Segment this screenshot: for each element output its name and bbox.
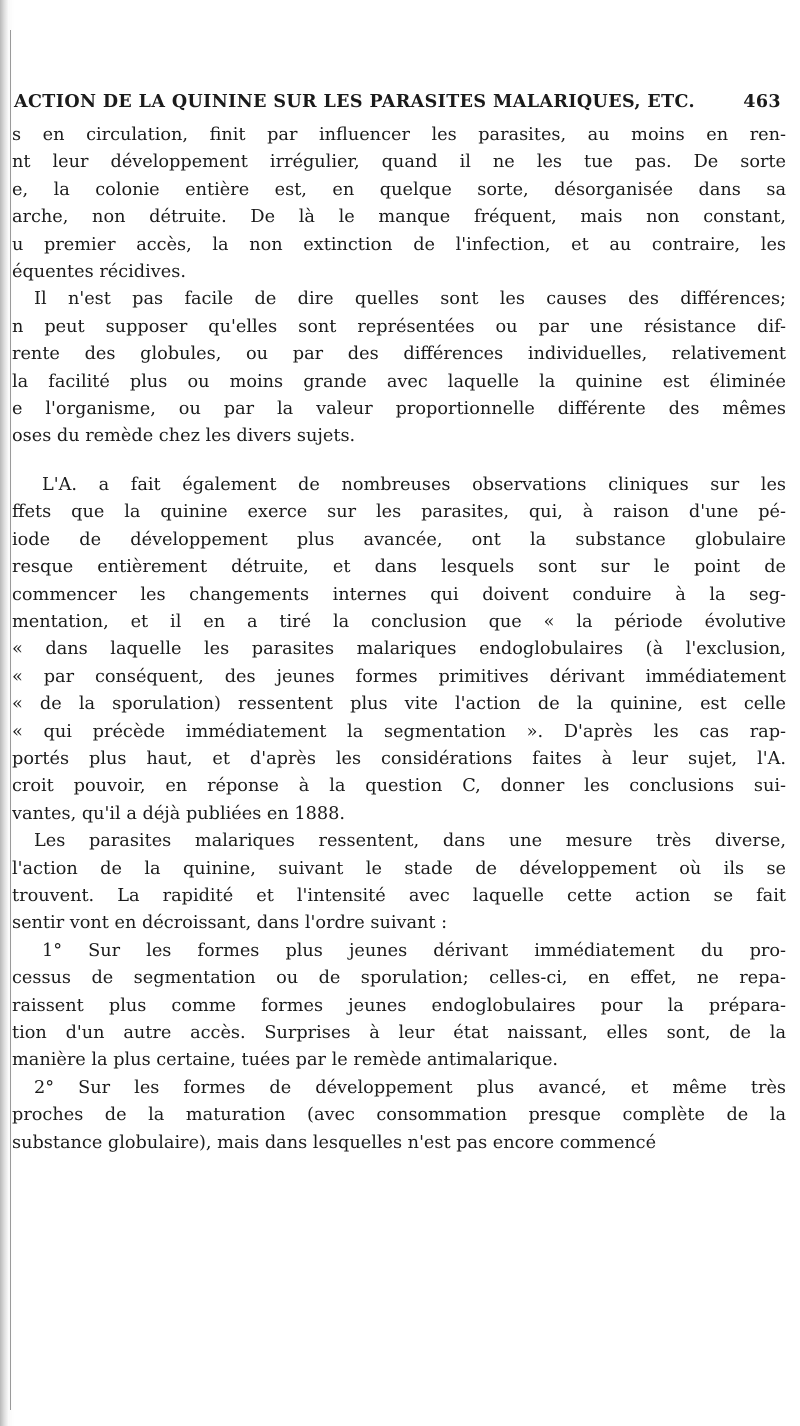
text-line: Les parasites malariques ressentent, dans une mesure très diverse, [34,831,786,852]
paragraph-6 [12,1075,786,1157]
running-header [14,92,784,112]
text-line: Il n'est pas facile de dire quelles sont les causes des différences; [34,289,786,310]
text-line: mentation, et il en a tiré la conclusion que « la période évolutive [12,611,786,632]
text-line: ffets que la quinine exerce sur les parasites, qui, à raison d'une pé- [12,502,786,523]
paragraph-2 [12,286,786,450]
text-line: s en circulation, finit par influencer les parasites, au moins en ren- [12,125,786,145]
body-text [12,122,786,1157]
paragraph-5 [12,938,786,1075]
text-line: substance globulaire), mais dans lesquelles n'est pas encore commencé [12,1132,657,1153]
text-line: portés plus haut, et d'après les considérations faites à leur sujet, l'A. [12,748,786,769]
text-line: trouvent. La rapidité et l'intensité avec laquelle cette action se fait [12,885,786,906]
page-number: 463 [743,92,781,112]
text-line: e l'organisme, ou par la valeur proportionnelle différente des mêmes [12,399,786,420]
text-line: L'A. a fait également de nombreuses observations cliniques sur les [42,474,786,495]
text-line: arche, non détruite. De là le manque fréquent, mais non constant, [12,207,786,228]
text-line: l'action de la quinine, suivant le stade de développement où ils se [12,858,786,879]
text-line: vantes, qu'il a déjà publiées en 1888. [12,803,346,824]
text-line: u premier accès, la non extinction de l'infection, et au contraire, les [12,234,786,255]
paragraph-4 [12,828,786,938]
text-line: cessus de segmentation ou de sporulation; celles-ci, en effet, ne repa- [12,968,786,989]
text-line: 1° Sur les formes plus jeunes dérivant immédiatement du pro- [42,940,786,961]
paragraph-gap [12,451,786,472]
text-line: n peut supposer qu'elles sont représentées ou par une résistance dif- [12,316,786,337]
text-line: iode de développement plus avancée, ont la substance globulaire [12,529,786,550]
text-line: commencer les changements internes qui doivent conduire à la seg- [12,584,786,605]
binding-shadow-line [10,30,11,1410]
text-line: « de la sporulation) ressentent plus vite l'action de la quinine, est celle [12,694,786,715]
text-line: croit pouvoir, en réponse à la question C, donner les conclusions sui- [12,776,786,797]
text-line: sentir vont en décroissant, dans l'ordre suivant : [12,913,448,934]
text-line: équentes récidives. [12,262,186,283]
text-line: e, la colonie entière est, en quelque sorte, désorganisée dans sa [12,179,786,200]
text-line: 2° Sur les formes de développement plus avancé, et même très [34,1077,786,1098]
text-line: oses du remède chez les divers sujets. [12,426,356,447]
text-line: la facilité plus ou moins grande avec laquelle la quinine est éliminée [12,371,786,392]
text-line: raissent plus comme formes jeunes endoglobulaires pour la prépara- [12,995,786,1016]
text-line: manière la plus certaine, tuées par le remède antimalarique. [12,1050,559,1071]
text-line: tion d'un autre accès. Surprises à leur état naissant, elles sont, de la [12,1023,786,1043]
text-line: rente des globules, ou par des différences individuelles, relativement [12,344,786,365]
paragraph-3 [12,472,786,828]
paragraph-1 [12,122,786,286]
text-line: « qui précède immédiatement la segmentation ». D'après les cas rap- [12,721,786,742]
text-line: nt leur développement irrégulier, quand il ne les tue pas. De sorte [12,152,786,173]
page-binding-edge [0,0,8,1426]
running-title: ACTION DE LA QUININE SUR LES PARASITES MALARIQUES, ETC. [14,92,696,112]
text-line: proches de la maturation (avec consommation presque complète de la [12,1105,786,1126]
text-line: « dans laquelle les parasites malariques endoglobulaires (à l'exclusion, [12,639,786,660]
text-line: « par conséquent, des jeunes formes primitives dérivant immédiatement [12,666,786,687]
text-line: resque entièrement détruite, et dans lesquels sont sur le point de [12,557,786,578]
